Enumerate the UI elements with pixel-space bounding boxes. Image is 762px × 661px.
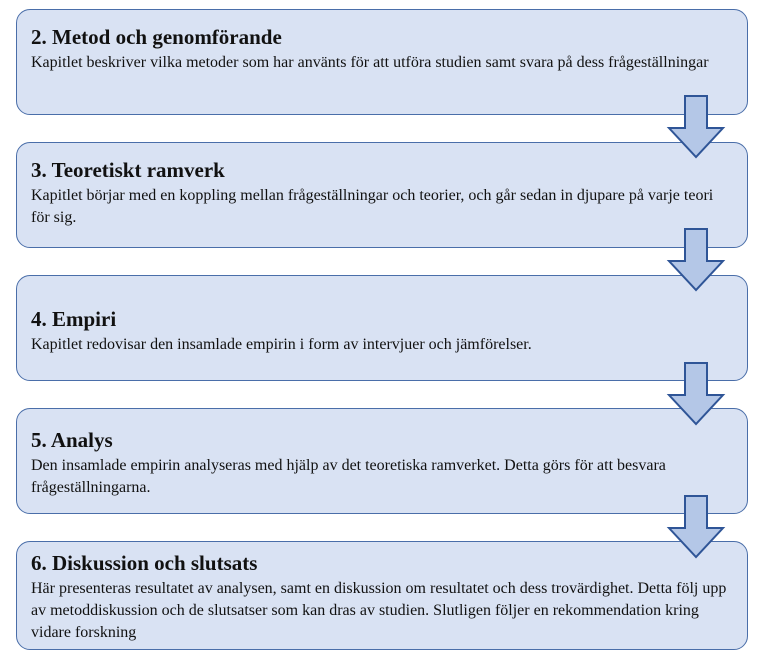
- step-title: 2. Metod och genomförande: [31, 25, 282, 49]
- step-title: 4. Empiri: [31, 307, 117, 331]
- step-description: Kapitlet redovisar den insamlade empirin i form av intervjuer och jämförelser.: [31, 336, 532, 353]
- down-arrow-icon: [666, 495, 726, 559]
- step-title: 6. Diskussion och slutsats: [31, 551, 258, 575]
- step-description: Kapitlet börjar med en koppling mellan frågeställningar och teorier, och går sedan in djupare på varje teori för sig.: [31, 187, 714, 226]
- down-arrow-icon: [666, 95, 726, 159]
- step-box-metod: [16, 9, 748, 115]
- step-title: 3. Teoretiskt ramverk: [31, 158, 225, 182]
- step-box-empiri: [16, 275, 748, 381]
- down-arrow-icon: [666, 362, 726, 426]
- step-box-analys: [16, 408, 748, 514]
- step-description: Den insamlade empirin analyseras med hjälp av det teoretiska ramverket. Detta görs för att besvara frågeställningarna.: [31, 457, 666, 496]
- step-description: Här presenteras resultatet av analysen, samt en diskussion om resultatet och dess trovärdighet. Detta följ upp av metoddiskussion och de slutsatser som kan dras av studien. Slutligen följer en rekommendation kring vidare forskning: [31, 580, 727, 641]
- down-arrow-icon: [666, 228, 726, 292]
- step-box-teoretiskt-ramverk: [16, 142, 748, 248]
- step-box-diskussion: [16, 541, 748, 650]
- step-title: 5. Analys: [31, 428, 113, 452]
- step-description: Kapitlet beskriver vilka metoder som har använts för att utföra studien samt svara på dess frågeställningar: [31, 54, 709, 71]
